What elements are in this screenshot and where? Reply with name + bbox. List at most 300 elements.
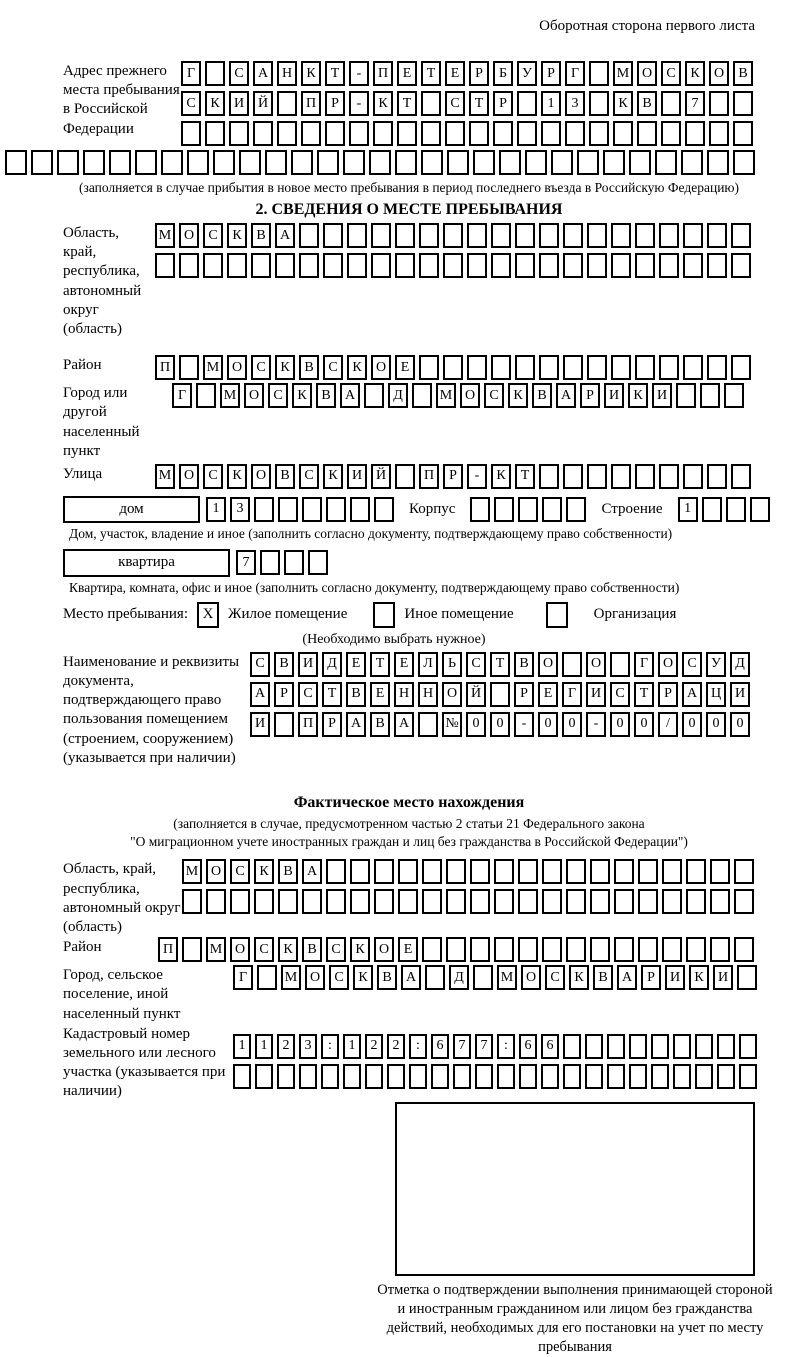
char-cell[interactable] [613,121,633,146]
char-cell[interactable] [539,253,559,278]
char-cell[interactable] [686,889,706,914]
char-cell[interactable]: К [350,937,370,962]
char-cell[interactable]: Р [641,965,661,990]
char-cell[interactable] [317,150,339,175]
char-cell[interactable]: Д [322,652,342,677]
char-cell[interactable] [213,150,235,175]
char-cell[interactable] [470,497,490,522]
char-cell[interactable]: 7 [453,1034,471,1059]
char-cell[interactable]: О [709,61,729,86]
char-cell[interactable]: 2 [277,1034,295,1059]
char-cell[interactable]: В [377,965,397,990]
char-cell[interactable]: Н [277,61,297,86]
char-cell[interactable] [364,383,384,408]
char-cell[interactable]: К [569,965,589,990]
char-cell[interactable]: Г [181,61,201,86]
char-cell[interactable] [731,253,751,278]
char-cell[interactable] [518,497,538,522]
char-cell[interactable]: К [353,965,373,990]
char-cell[interactable] [397,121,417,146]
char-cell[interactable]: М [203,355,223,380]
char-cell[interactable]: М [436,383,456,408]
char-cell[interactable]: Е [346,652,366,677]
char-cell[interactable]: П [373,61,393,86]
char-cell[interactable]: И [586,682,606,707]
char-cell[interactable]: О [230,937,250,962]
char-cell[interactable] [308,550,328,575]
char-cell[interactable] [662,937,682,962]
char-cell[interactable] [518,859,538,884]
char-cell[interactable] [277,121,297,146]
char-cell[interactable] [301,121,321,146]
char-cell[interactable] [629,1064,647,1089]
char-cell[interactable] [443,253,463,278]
char-cell[interactable] [419,253,439,278]
char-cell[interactable] [695,1064,713,1089]
char-cell[interactable]: : [409,1034,427,1059]
char-cell[interactable]: - [514,712,534,737]
char-cell[interactable] [731,464,751,489]
char-cell[interactable] [254,497,274,522]
checkbox-organization[interactable] [546,602,568,628]
char-cell[interactable]: С [323,355,343,380]
char-cell[interactable]: Т [370,652,390,677]
char-cell[interactable]: П [419,464,439,489]
char-cell[interactable]: С [203,464,223,489]
char-cell[interactable] [254,889,274,914]
char-cell[interactable]: С [298,682,318,707]
char-cell[interactable] [726,497,746,522]
char-cell[interactable]: П [158,937,178,962]
char-cell[interactable]: Г [172,383,192,408]
char-cell[interactable]: А [340,383,360,408]
char-cell[interactable]: О [305,965,325,990]
char-cell[interactable]: К [508,383,528,408]
char-cell[interactable]: Т [469,91,489,116]
char-cell[interactable] [707,464,727,489]
char-cell[interactable]: И [730,682,750,707]
char-cell[interactable] [707,253,727,278]
char-cell[interactable]: 0 [562,712,582,737]
char-cell[interactable] [494,859,514,884]
char-cell[interactable]: А [682,682,702,707]
char-cell[interactable]: Г [562,682,582,707]
char-cell[interactable]: И [298,652,318,677]
char-cell[interactable] [589,91,609,116]
char-cell[interactable] [347,253,367,278]
char-cell[interactable] [659,223,679,248]
char-cell[interactable]: К [301,61,321,86]
char-cell[interactable]: О [586,652,606,677]
char-cell[interactable] [515,223,535,248]
char-cell[interactable]: У [706,652,726,677]
char-cell[interactable]: О [374,937,394,962]
char-cell[interactable] [398,889,418,914]
char-cell[interactable]: И [347,464,367,489]
char-cell[interactable]: П [155,355,175,380]
char-cell[interactable]: Й [253,91,273,116]
char-cell[interactable] [109,150,131,175]
char-cell[interactable] [274,712,294,737]
char-cell[interactable] [350,497,370,522]
char-cell[interactable] [491,253,511,278]
char-cell[interactable] [179,253,199,278]
char-cell[interactable] [739,1064,757,1089]
char-cell[interactable]: Н [394,682,414,707]
char-cell[interactable]: П [298,712,318,737]
char-cell[interactable] [734,859,754,884]
char-cell[interactable]: И [604,383,624,408]
char-cell[interactable] [585,1034,603,1059]
char-cell[interactable] [277,1064,295,1089]
char-cell[interactable] [227,253,247,278]
char-cell[interactable]: А [302,859,322,884]
char-cell[interactable]: А [617,965,637,990]
char-cell[interactable]: Т [421,61,441,86]
char-cell[interactable]: С [229,61,249,86]
char-cell[interactable] [490,682,510,707]
char-cell[interactable] [683,464,703,489]
char-cell[interactable] [275,253,295,278]
char-cell[interactable]: К [205,91,225,116]
char-cell[interactable]: Е [370,682,390,707]
char-cell[interactable] [475,1064,493,1089]
char-cell[interactable] [563,1034,581,1059]
char-cell[interactable] [590,937,610,962]
char-cell[interactable]: В [275,464,295,489]
char-cell[interactable] [695,1034,713,1059]
char-cell[interactable] [587,464,607,489]
char-cell[interactable]: С [445,91,465,116]
char-cell[interactable] [374,859,394,884]
char-cell[interactable] [469,121,489,146]
char-cell[interactable] [326,497,346,522]
char-cell[interactable]: М [206,937,226,962]
char-cell[interactable] [418,712,438,737]
char-cell[interactable] [323,223,343,248]
char-cell[interactable] [83,150,105,175]
char-cell[interactable]: С [181,91,201,116]
char-cell[interactable]: Р [580,383,600,408]
char-cell[interactable] [566,937,586,962]
char-cell[interactable]: С [661,61,681,86]
char-cell[interactable] [387,1064,405,1089]
char-cell[interactable] [659,253,679,278]
char-cell[interactable] [638,937,658,962]
char-cell[interactable]: О [227,355,247,380]
char-cell[interactable] [686,859,706,884]
char-cell[interactable]: О [442,682,462,707]
char-cell[interactable] [539,355,559,380]
char-cell[interactable] [515,355,535,380]
char-cell[interactable]: 7 [475,1034,493,1059]
char-cell[interactable] [661,91,681,116]
char-cell[interactable]: В [346,682,366,707]
char-cell[interactable]: Б [493,61,513,86]
char-cell[interactable]: Р [469,61,489,86]
char-cell[interactable] [683,355,703,380]
char-cell[interactable]: С [610,682,630,707]
char-cell[interactable]: Е [397,61,417,86]
char-cell[interactable]: 0 [682,712,702,737]
char-cell[interactable] [717,1064,735,1089]
char-cell[interactable] [291,150,313,175]
char-cell[interactable]: К [613,91,633,116]
char-cell[interactable]: В [733,61,753,86]
char-cell[interactable] [443,223,463,248]
char-cell[interactable] [343,1064,361,1089]
char-cell[interactable] [446,889,466,914]
char-cell[interactable]: М [155,223,175,248]
char-cell[interactable]: А [253,61,273,86]
char-cell[interactable]: Й [466,682,486,707]
char-cell[interactable] [587,223,607,248]
char-cell[interactable]: П [301,91,321,116]
char-cell[interactable]: : [321,1034,339,1059]
char-cell[interactable]: В [514,652,534,677]
char-cell[interactable] [326,859,346,884]
checkbox-residential[interactable]: X [197,602,219,628]
char-cell[interactable] [467,223,487,248]
char-cell[interactable] [661,121,681,146]
char-cell[interactable] [707,150,729,175]
char-cell[interactable] [187,150,209,175]
char-cell[interactable]: В [532,383,552,408]
char-cell[interactable] [205,61,225,86]
char-cell[interactable] [395,464,415,489]
char-cell[interactable] [611,223,631,248]
char-cell[interactable] [182,937,202,962]
char-cell[interactable] [731,223,751,248]
char-cell[interactable]: 2 [387,1034,405,1059]
char-cell[interactable]: 0 [466,712,486,737]
char-cell[interactable]: Е [395,355,415,380]
char-cell[interactable] [651,1064,669,1089]
char-cell[interactable]: С [326,937,346,962]
char-cell[interactable] [603,150,625,175]
char-cell[interactable] [566,859,586,884]
char-cell[interactable] [587,355,607,380]
char-cell[interactable]: М [281,965,301,990]
char-cell[interactable]: К [323,464,343,489]
char-cell[interactable] [635,355,655,380]
char-cell[interactable]: Т [397,91,417,116]
char-cell[interactable]: И [713,965,733,990]
char-cell[interactable] [515,253,535,278]
char-cell[interactable] [607,1064,625,1089]
char-cell[interactable] [629,1034,647,1059]
char-cell[interactable]: В [299,355,319,380]
char-cell[interactable] [734,937,754,962]
char-cell[interactable]: С [484,383,504,408]
char-cell[interactable] [587,253,607,278]
char-cell[interactable] [611,253,631,278]
char-cell[interactable]: Е [394,652,414,677]
char-cell[interactable]: Т [515,464,535,489]
char-cell[interactable] [614,889,634,914]
char-cell[interactable] [709,121,729,146]
char-cell[interactable] [733,91,753,116]
char-cell[interactable] [563,253,583,278]
char-cell[interactable] [707,355,727,380]
char-cell[interactable] [517,91,537,116]
char-cell[interactable] [365,1064,383,1089]
char-cell[interactable] [585,1064,603,1089]
char-cell[interactable] [638,889,658,914]
char-cell[interactable] [563,464,583,489]
char-cell[interactable] [551,150,573,175]
char-cell[interactable] [563,355,583,380]
char-cell[interactable] [251,253,271,278]
char-cell[interactable]: - [349,61,369,86]
char-cell[interactable] [737,965,757,990]
char-cell[interactable] [733,150,755,175]
char-cell[interactable]: В [593,965,613,990]
char-cell[interactable] [422,859,442,884]
char-cell[interactable]: А [275,223,295,248]
char-cell[interactable]: 1 [343,1034,361,1059]
char-cell[interactable]: 3 [299,1034,317,1059]
char-cell[interactable]: Д [730,652,750,677]
char-cell[interactable] [299,253,319,278]
char-cell[interactable]: С [466,652,486,677]
char-cell[interactable] [421,91,441,116]
char-cell[interactable] [57,150,79,175]
char-cell[interactable] [371,253,391,278]
char-cell[interactable] [683,253,703,278]
char-cell[interactable] [278,889,298,914]
char-cell[interactable] [467,355,487,380]
char-cell[interactable] [518,937,538,962]
char-cell[interactable]: 6 [431,1034,449,1059]
char-cell[interactable] [566,889,586,914]
char-cell[interactable] [589,121,609,146]
char-cell[interactable] [676,383,696,408]
char-cell[interactable] [635,464,655,489]
char-cell[interactable]: О [637,61,657,86]
char-cell[interactable]: Ь [442,652,462,677]
char-cell[interactable]: С [203,223,223,248]
char-cell[interactable] [563,1064,581,1089]
char-cell[interactable] [635,223,655,248]
char-cell[interactable] [473,965,493,990]
char-cell[interactable]: 1 [255,1034,273,1059]
char-cell[interactable] [681,150,703,175]
char-cell[interactable] [542,859,562,884]
char-cell[interactable]: К [292,383,312,408]
char-cell[interactable]: Г [634,652,654,677]
char-cell[interactable] [750,497,770,522]
char-cell[interactable] [662,889,682,914]
char-cell[interactable]: 0 [730,712,750,737]
char-cell[interactable] [453,1064,471,1089]
char-cell[interactable]: М [220,383,240,408]
char-cell[interactable]: С [230,859,250,884]
char-cell[interactable]: Р [658,682,678,707]
char-cell[interactable]: Ц [706,682,726,707]
char-cell[interactable]: 6 [541,1034,559,1059]
char-cell[interactable] [277,91,297,116]
char-cell[interactable]: С [268,383,288,408]
char-cell[interactable] [350,889,370,914]
char-cell[interactable] [655,150,677,175]
char-cell[interactable]: В [251,223,271,248]
char-cell[interactable] [5,150,27,175]
char-cell[interactable] [265,150,287,175]
char-cell[interactable]: - [586,712,606,737]
char-cell[interactable] [239,150,261,175]
char-cell[interactable]: Р [322,712,342,737]
char-cell[interactable]: А [394,712,414,737]
char-cell[interactable] [371,223,391,248]
char-cell[interactable]: И [652,383,672,408]
char-cell[interactable] [31,150,53,175]
char-cell[interactable]: 0 [490,712,510,737]
char-cell[interactable]: 7 [685,91,705,116]
char-cell[interactable]: В [637,91,657,116]
char-cell[interactable]: К [278,937,298,962]
char-cell[interactable] [686,937,706,962]
char-cell[interactable] [470,937,490,962]
char-cell[interactable] [431,1064,449,1089]
char-cell[interactable] [590,889,610,914]
char-cell[interactable]: М [613,61,633,86]
char-cell[interactable]: 1 [541,91,561,116]
char-cell[interactable]: О [521,965,541,990]
char-cell[interactable] [205,121,225,146]
char-cell[interactable] [278,497,298,522]
char-cell[interactable] [419,355,439,380]
char-cell[interactable]: Н [418,682,438,707]
char-cell[interactable]: М [182,859,202,884]
char-cell[interactable] [135,150,157,175]
char-cell[interactable]: 6 [519,1034,537,1059]
char-cell[interactable] [374,889,394,914]
char-cell[interactable] [519,1064,537,1089]
char-cell[interactable] [494,889,514,914]
char-cell[interactable] [566,497,586,522]
char-cell[interactable] [470,859,490,884]
char-cell[interactable]: Т [490,652,510,677]
char-cell[interactable] [637,121,657,146]
char-cell[interactable] [398,859,418,884]
char-cell[interactable] [717,1034,735,1059]
char-cell[interactable] [542,889,562,914]
char-cell[interactable] [709,91,729,116]
char-cell[interactable] [565,121,585,146]
char-cell[interactable]: А [250,682,270,707]
char-cell[interactable]: В [278,859,298,884]
char-cell[interactable]: 1 [206,497,226,522]
char-cell[interactable] [577,150,599,175]
char-cell[interactable]: К [227,223,247,248]
char-cell[interactable] [257,965,277,990]
char-cell[interactable] [179,355,199,380]
char-cell[interactable] [443,355,463,380]
char-cell[interactable]: К [373,91,393,116]
char-cell[interactable]: С [250,652,270,677]
char-cell[interactable]: В [302,937,322,962]
char-cell[interactable]: А [346,712,366,737]
char-cell[interactable] [493,121,513,146]
char-cell[interactable]: О [538,652,558,677]
char-cell[interactable] [610,652,630,677]
char-cell[interactable] [710,889,730,914]
char-cell[interactable]: У [517,61,537,86]
char-cell[interactable] [685,121,705,146]
char-cell[interactable]: С [545,965,565,990]
char-cell[interactable] [700,383,720,408]
